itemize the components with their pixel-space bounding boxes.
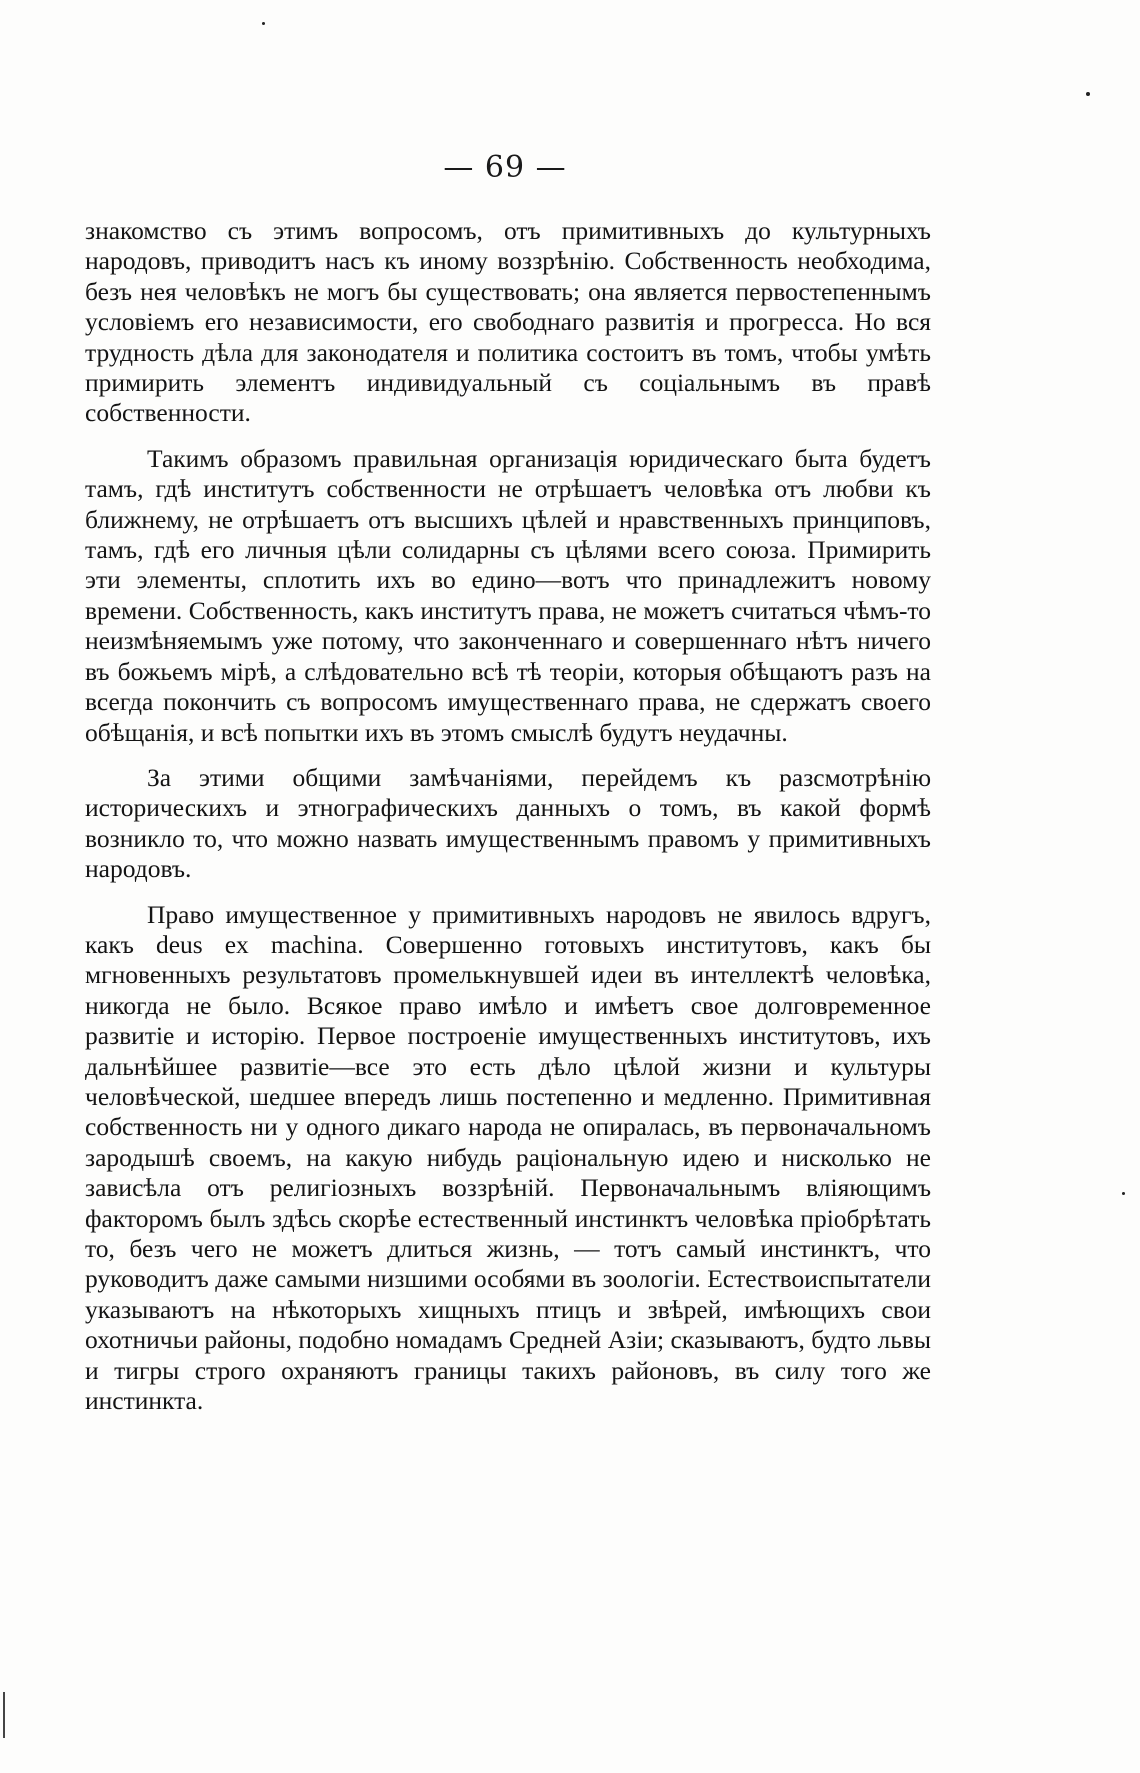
body-text [85,216,931,1431]
print-speck [1086,92,1090,96]
paragraph-3: За этими общими замѣчаніями, перейдемъ къ разсмотрѣнію историческихъ и этнографическихъ данныхъ о томъ, въ какой формѣ возникло то, что можно назвать имущественнымъ правомъ у примитивныхъ народовъ. [85,762,931,884]
paragraph-4: Право имущественное у примитивныхъ народовъ не явилось вдругъ, какъ deus ex machina. Совершенно готовыхъ институтовъ, какъ бы мгновенныхъ результатовъ промелькнувшей идеи въ интеллектѣ человѣка, никогда не было. Всякое право имѣло и имѣетъ свое долговременное развитіе и исторію. Первое построеніе имущественныхъ институтовъ, ихъ дальнѣйшее развитіе—все это есть дѣло цѣлой жизни и культуры человѣческой, шедшее впередъ лишь постепенно и медленно. Примитивная собственность ни у одного дикаго народа не опиралась, въ первоначальномъ зародышѣ своемъ, на какую нибудь раціональную идею и нисколько не зависѣла отъ религіозныхъ воззрѣній. Первоначальнымъ вліяющимъ факторомъ былъ здѣсь скорѣе естественный инстинктъ человѣка пріобрѣтать то, безъ чего не можетъ длиться жизнь, — тотъ самый инстинктъ, что руководитъ даже самыми низшими особями въ зоологіи. Естествоиспытатели указываютъ на нѣкоторыхъ хищныхъ птицъ и звѣрей, имѣющихъ свои охотничьи районы, подобно номадамъ Средней Азіи; сказываютъ, будто львы и тигры строго охраняютъ границы такихъ районовъ, въ силу того же инстинкта. [85,899,931,1416]
paragraph-2: Такимъ образомъ правильная организація юридическаго быта будетъ тамъ, гдѣ институтъ собственности не отрѣшаетъ человѣка отъ любви къ ближнему, не отрѣшаетъ отъ высшихъ цѣлей и нравственныхъ принциповъ, тамъ, гдѣ его личныя цѣли солидарны съ цѣлями всего союза. Примирить эти элементы, сплотить ихъ во едино—вотъ что принадлежитъ новому времени. Собственность, какъ институтъ права, не можетъ считаться чѣмъ-то неизмѣняемымъ уже потому, что законченнаго и совершеннаго нѣтъ ничего въ божьемъ мірѣ, а слѣдовательно всѣ тѣ теоріи, которыя обѣщаютъ разъ на всегда покончить съ вопросомъ имущественнаго права, не сдержатъ своего обѣщанія, и всѣ попытки ихъ въ этомъ смыслѣ будутъ неудачны. [85,443,931,747]
print-speck [1122,1192,1125,1195]
paragraph-1: знакомство съ этимъ вопросомъ, отъ примитивныхъ до культурныхъ народовъ, приводитъ насъ къ иному воззрѣнію. Собственность необходима, безъ нея человѣкъ не могъ бы существовать; она является первостепеннымъ условіемъ его независимости, его свободнаго развитія и прогресса. Но вся трудность дѣла для законодателя и политика состоитъ въ томъ, чтобы умѣть примирить элементъ индивидуальный съ соціальнымъ въ правѣ собственности. [85,216,931,428]
print-speck [262,22,265,25]
scan-edge-mark [3,1692,5,1738]
page-number: — 69 — [443,150,567,185]
